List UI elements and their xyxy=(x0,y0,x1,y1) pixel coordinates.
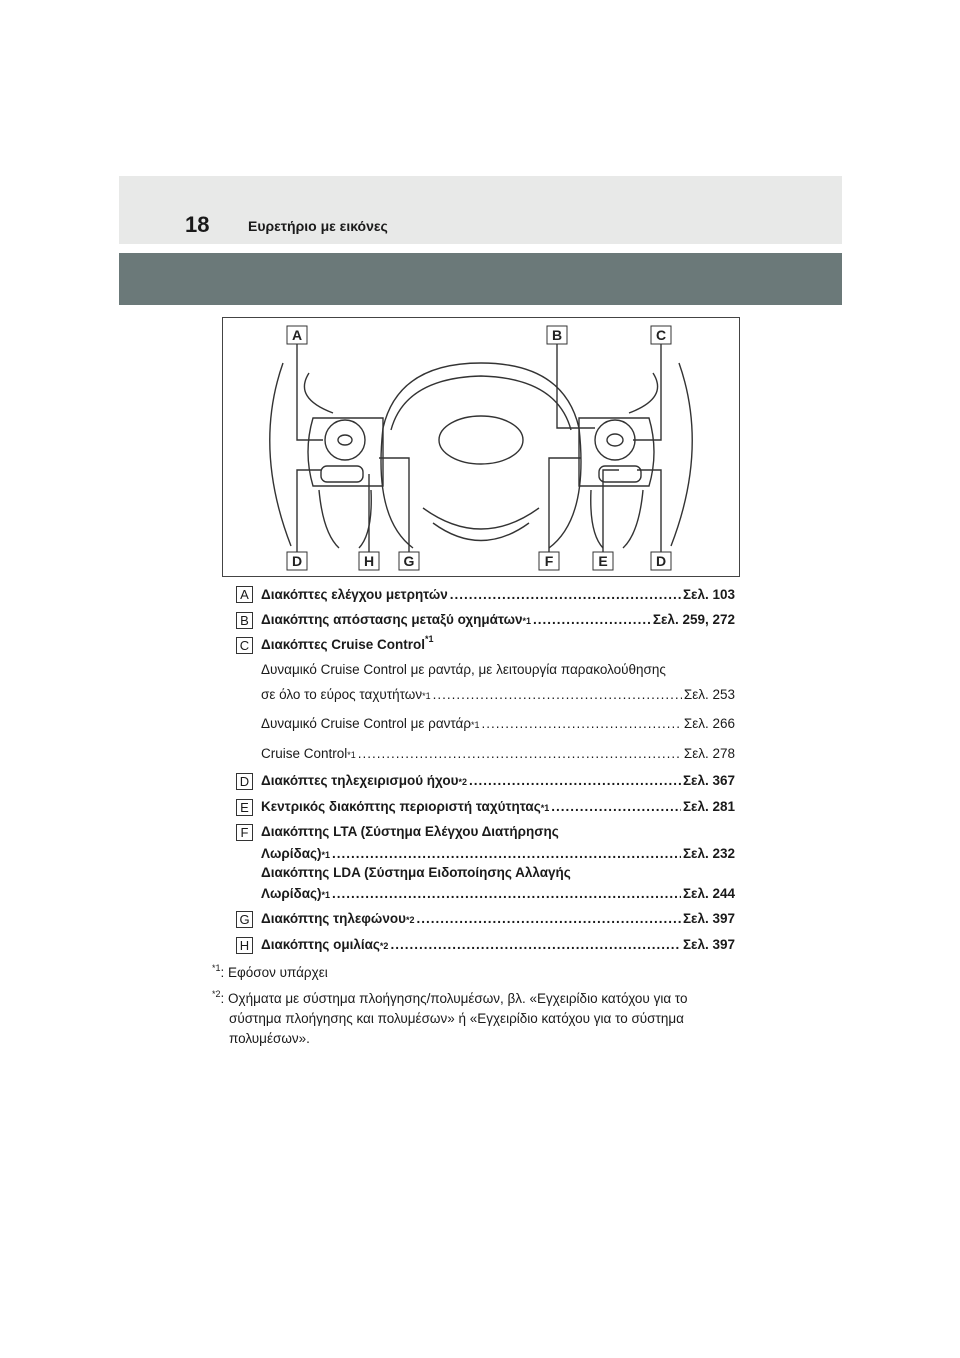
entry-page: Σελ. 397 xyxy=(682,937,735,952)
entry-page: Σελ. 244 xyxy=(682,886,735,901)
entry-page: Σελ. 103 xyxy=(682,587,735,602)
index-entry[interactable]: Διακόπτης ομιλίας *2 ..... Σελ. 397 xyxy=(261,937,735,952)
steering-wheel-illustration xyxy=(223,318,739,576)
entry-label: C xyxy=(236,637,253,654)
entry-text: σε όλο το εύρος ταχυτήτων xyxy=(261,687,423,702)
entry-text: Διακόπτης απόστασης μεταξύ οχημάτων xyxy=(261,612,523,627)
index-entry[interactable]: Κεντρικός διακόπτης περιοριστή ταχύτητας *1 ..... Σελ. 281 xyxy=(261,799,735,814)
entry-label: E xyxy=(236,799,253,816)
entry-label: F xyxy=(236,824,253,841)
entry-text: Διακόπτης LTA (Σύστημα Ελέγχου Διατήρησης xyxy=(261,824,559,839)
footnote-text: πολυμέσων». xyxy=(229,1031,310,1046)
index-entry[interactable]: Διακόπτες τηλεχειρισμού ήχου *2 ..... Σελ. 367 xyxy=(261,773,735,788)
callout-f: F xyxy=(544,553,554,569)
callout-d-right: D xyxy=(655,553,667,569)
page-number: 18 xyxy=(185,212,210,237)
entry-text: Διακόπτες ελέγχου μετρητών xyxy=(261,587,448,602)
section-band xyxy=(119,253,842,305)
index-entry[interactable]: Cruise Control *1 ..... Σελ. 278 xyxy=(261,746,735,761)
footnote-2 xyxy=(212,984,688,1049)
index-entry[interactable]: Λωρίδας) *1 ..... Σελ. 244 xyxy=(261,886,735,901)
footnote-text: σύστημα πλοήγησης και πολυμέσων» ή «Εγχειρίδιο κατόχου για το σύστημα xyxy=(229,1011,684,1026)
entry-label: A xyxy=(236,586,253,603)
entry-label: G xyxy=(236,911,253,928)
entry-text: Δυναμικό Cruise Control με ραντάρ xyxy=(261,716,472,731)
callout-g: G xyxy=(403,553,415,569)
index-entry xyxy=(261,865,735,880)
entry-text: Δυναμικό Cruise Control με ραντάρ, με λειτουργία παρακολούθησης xyxy=(261,662,666,677)
footnote-1 xyxy=(212,958,328,983)
callout-a: A xyxy=(291,327,303,343)
header-bar xyxy=(119,176,842,244)
entry-page: Σελ. 281 xyxy=(682,799,735,814)
entry-page: Σελ. 253 xyxy=(683,687,735,702)
entry-text: Διακόπτες Cruise Control xyxy=(261,637,425,652)
entry-page: Σελ. 367 xyxy=(682,773,735,788)
entry-page: Σελ. 397 xyxy=(682,911,735,926)
index-entry xyxy=(261,634,735,652)
entry-text: Διακόπτης ομιλίας xyxy=(261,937,380,952)
entry-text: Λωρίδας) xyxy=(261,886,322,901)
page-title: Ευρετήριο με εικόνες xyxy=(248,218,388,234)
index-entry[interactable]: Λωρίδας) *1 ..... Σελ. 232 xyxy=(261,846,735,861)
entry-text: Κεντρικός διακόπτης περιοριστή ταχύτητας xyxy=(261,799,541,814)
index-entry[interactable] xyxy=(261,587,735,602)
callout-d-left: D xyxy=(291,553,303,569)
entry-text: Διακόπτης τηλεφώνου xyxy=(261,911,406,926)
entry-label: D xyxy=(236,773,253,790)
index-entry[interactable]: Διακόπτης απόστασης μεταξύ οχημάτων *1 ..... Σελ. 259, 272 xyxy=(261,612,735,627)
entry-text: Διακόπτης LDA (Σύστημα Ειδοποίησης Αλλαγής xyxy=(261,865,571,880)
entry-text: Cruise Control xyxy=(261,746,348,761)
index-entry[interactable]: Διακόπτης τηλεφώνου *2 ..... Σελ. 397 xyxy=(261,911,735,926)
entry-text: Λωρίδας) xyxy=(261,846,322,861)
footnote-text: : Οχήματα με σύστημα πλοήγησης/πολυμέσων, βλ. «Εγχειρίδιο κατόχου για το xyxy=(220,991,688,1006)
index-entry[interactable]: σε όλο το εύρος ταχυτήτων *1 ..... Σελ. 253 xyxy=(261,687,735,702)
entry-page: Σελ. 259, 272 xyxy=(652,612,735,627)
steering-wheel-figure xyxy=(222,317,740,577)
callout-c: C xyxy=(655,327,667,343)
footnote-mark: *1 xyxy=(425,634,434,644)
footnote-mark: *2 xyxy=(212,989,221,999)
index-entry[interactable]: Δυναμικό Cruise Control με ραντάρ *1 ..... Σελ. 266 xyxy=(261,716,735,731)
entry-label: H xyxy=(236,937,253,954)
footnote-mark: *1 xyxy=(212,963,221,973)
index-entry xyxy=(261,824,735,839)
footnote-text: : Εφόσον υπάρχει xyxy=(220,965,328,980)
entry-page: Σελ. 266 xyxy=(683,716,735,731)
entry-text: Διακόπτες τηλεχειρισμού ήχου xyxy=(261,773,459,788)
callout-e: E xyxy=(598,553,608,569)
entry-page: Σελ. 232 xyxy=(682,846,735,861)
entry-label: B xyxy=(236,612,253,629)
callout-h: H xyxy=(363,553,375,569)
callout-b: B xyxy=(551,327,563,343)
entry-page: Σελ. 278 xyxy=(683,746,735,761)
